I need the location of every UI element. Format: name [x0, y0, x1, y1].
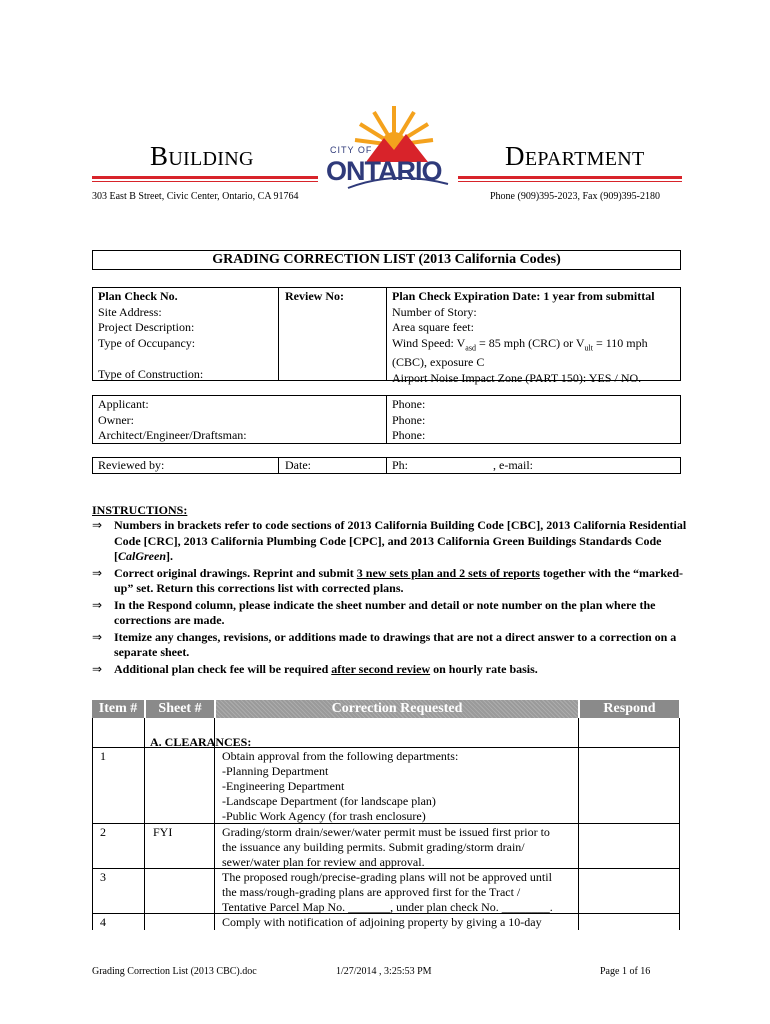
row-1-line-1: Obtain approval from the following departments:: [222, 749, 459, 763]
plan-info-divider-2: [386, 288, 387, 380]
instruction-3-text: In the Respond column, please indicate the sheet number and detail or note number on the plan where the corrections are made.: [114, 597, 656, 627]
header-respond: Respond: [580, 700, 679, 718]
row-2-line-3: sewer/water plan for review and approval.: [222, 855, 425, 869]
instruction-5-text-a: Additional plan check fee will be required: [114, 661, 332, 676]
airport-noise: Airport Noise Impact Zone (PART 150): YES / NO.: [392, 370, 642, 385]
row-1-item: 1: [100, 749, 106, 763]
row-2-correction: [222, 825, 550, 870]
type-of-occupancy: Type of Occupancy:: [98, 335, 196, 350]
department-rest: EPARTMENT: [524, 148, 645, 170]
instruction-2-text-a: Correct original drawings. Reprint and submit: [114, 565, 357, 580]
site-address: Site Address:: [98, 304, 162, 319]
table-divider-sheet: [144, 718, 145, 930]
table-border-right: [679, 718, 680, 930]
review-divider-1: [278, 458, 279, 473]
contacts-divider: [386, 396, 387, 443]
arrow-right-icon: ⇒: [92, 597, 103, 612]
row-2-line-2: the issuance any building permits. Submit grading/storm drain/: [222, 840, 525, 854]
instruction-2-underlined: 3 new sets plan and 2 sets of reports: [356, 565, 540, 580]
city-of-ontario-logo: [318, 100, 463, 198]
spacer: [98, 351, 203, 367]
header-red-line-right-thin: [458, 181, 682, 182]
instruction-4-text: Itemize any changes, revisions, or additions made to drawings that are not a direct answer to a correction on a separate sheet.: [114, 629, 677, 659]
row-1-line-5: -Public Work Agency (for trash enclosure): [222, 809, 426, 823]
building-initial: B: [150, 141, 169, 171]
header-red-line-left-thin: [92, 181, 318, 182]
row-1-line-3: -Engineering Department: [222, 779, 345, 793]
arrow-right-icon: ⇒: [92, 629, 103, 644]
wind-speed-prefix: Wind Speed: V: [392, 335, 466, 350]
row-2-sheet: FYI: [153, 825, 173, 839]
expiration-date: Plan Check Expiration Date: 1 year from submittal: [392, 289, 655, 303]
number-of-story: Number of Story:: [392, 304, 477, 319]
instruction-2-text-b: together with the “marked-up” set. Return this corrections list with corrected plans.: [114, 565, 684, 595]
review-ph: Ph:: [392, 458, 409, 472]
wind-speed: [392, 336, 655, 356]
reviewed-by: Reviewed by:: [98, 458, 165, 472]
project-description: Project Description:: [98, 320, 195, 334]
row-3-correction: [222, 870, 553, 915]
wind-sub-asd: asd: [465, 342, 476, 352]
owner: Owner:: [98, 412, 134, 427]
row-3-line-2: the mass/rough-grading plans are approved first for the Tract /: [222, 885, 521, 899]
plan-info-left: [98, 289, 203, 380]
row-4-correction: [222, 915, 542, 930]
table-border-left: [92, 718, 93, 930]
plan-check-no: Plan Check No.: [98, 289, 178, 303]
plan-info-middle: [285, 289, 344, 380]
row-1-line-4: -Landscape Department (for landscape plan): [222, 794, 436, 808]
row-4-line-1: Comply with notification of adjoining property by giving a 10-day: [222, 915, 542, 929]
instruction-1-end: ].: [166, 549, 173, 563]
instructions-heading: INSTRUCTIONS:: [92, 503, 188, 517]
instruction-4: [92, 630, 692, 661]
wind-exposure: (CBC), exposure C: [392, 355, 485, 370]
footer-filename: Grading Correction List (2013 CBC).doc: [92, 966, 257, 977]
contacts-left: [98, 397, 247, 443]
contacts-box: [92, 395, 681, 444]
instruction-5: [92, 662, 692, 678]
instruction-5-underlined: after second review: [331, 661, 431, 676]
page-title: GRADING CORRECTION LIST (2013 California Codes): [92, 250, 681, 270]
arrow-right-icon: ⇒: [92, 518, 103, 532]
review-divider-2: [386, 458, 387, 473]
instruction-5-text-b: on hourly rate basis.: [430, 661, 538, 676]
logo-city-of: CITY OF: [330, 145, 373, 155]
row-4-item: 4: [100, 915, 106, 929]
address: 303 East B Street, Civic Center, Ontario, CA 91764: [92, 191, 299, 202]
row-3-item: 3: [100, 870, 106, 884]
instruction-1-italic: CalGreen: [118, 549, 166, 563]
department-heading: [505, 141, 644, 172]
building-rest: UILDING: [168, 148, 254, 170]
applicant: Applicant:: [98, 397, 149, 411]
row-2-item: 2: [100, 825, 106, 839]
footer-page: Page 1 of 16: [600, 966, 651, 977]
section-a-clearances: A. CLEARANCES:: [150, 735, 252, 749]
instruction-1: [92, 518, 692, 565]
type-of-construction: Type of Construction:: [98, 366, 204, 381]
wind-speed-mid: = 85 mph (CRC) or V: [475, 335, 585, 350]
phone-1: Phone:: [392, 397, 426, 411]
wind-sub-ult: ult: [584, 342, 593, 352]
footer-datetime: 1/27/2014 , 3:25:53 PM: [336, 966, 432, 977]
header-red-line-left: [92, 176, 318, 179]
arrow-right-icon: ⇒: [92, 565, 103, 580]
phone-fax: Phone (909)395-2023, Fax (909)395-2180: [490, 191, 660, 202]
row-3-line-1: The proposed rough/precise-grading plans will not be approved until: [222, 870, 552, 884]
plan-info-box: [92, 287, 681, 385]
building-heading: [150, 141, 254, 172]
review-box: [92, 457, 681, 474]
arrow-right-icon: ⇒: [92, 661, 103, 676]
table-divider-respond: [578, 718, 579, 930]
row-1-correction: [222, 749, 458, 824]
review-date: Date:: [285, 458, 311, 472]
row-2-line-1: Grading/storm drain/sewer/water permit must be issued first prior to: [222, 825, 550, 839]
area-square-feet: Area square feet:: [392, 320, 474, 334]
phone-2: Phone:: [392, 412, 426, 427]
architect: Architect/Engineer/Draftsman:: [98, 428, 247, 442]
row-1-line-2: -Planning Department: [222, 764, 329, 778]
header-item: Item #: [92, 700, 144, 718]
header-red-line-right: [458, 176, 682, 179]
wind-speed-suffix: = 110 mph: [592, 335, 648, 350]
plan-info-right: [392, 289, 655, 385]
header-sheet: Sheet #: [146, 700, 214, 718]
instructions: [92, 503, 692, 677]
plan-info-divider-1: [278, 288, 279, 380]
phone-3: Phone:: [392, 428, 426, 442]
instruction-2: [92, 566, 692, 597]
review-email: , e-mail:: [493, 458, 533, 472]
review-no: Review No:: [285, 289, 344, 303]
department-initial: D: [505, 141, 525, 171]
logo-ontario: ONTARIO: [326, 156, 442, 186]
header-correction: Correction Requested: [216, 700, 578, 718]
row-3-line-3: Tentative Parcel Map No. _______, under plan check No. ________.: [222, 900, 553, 914]
instruction-1-text: Numbers in brackets refer to code sections of 2013 California Building Code [CBC], 2013 California Residential Code [CRC], 2013 California Plumbing Code [CPC], and 2013 California Green Buildings Standards Code [: [114, 518, 687, 563]
instruction-3: [92, 598, 692, 629]
contacts-right: [392, 397, 425, 443]
